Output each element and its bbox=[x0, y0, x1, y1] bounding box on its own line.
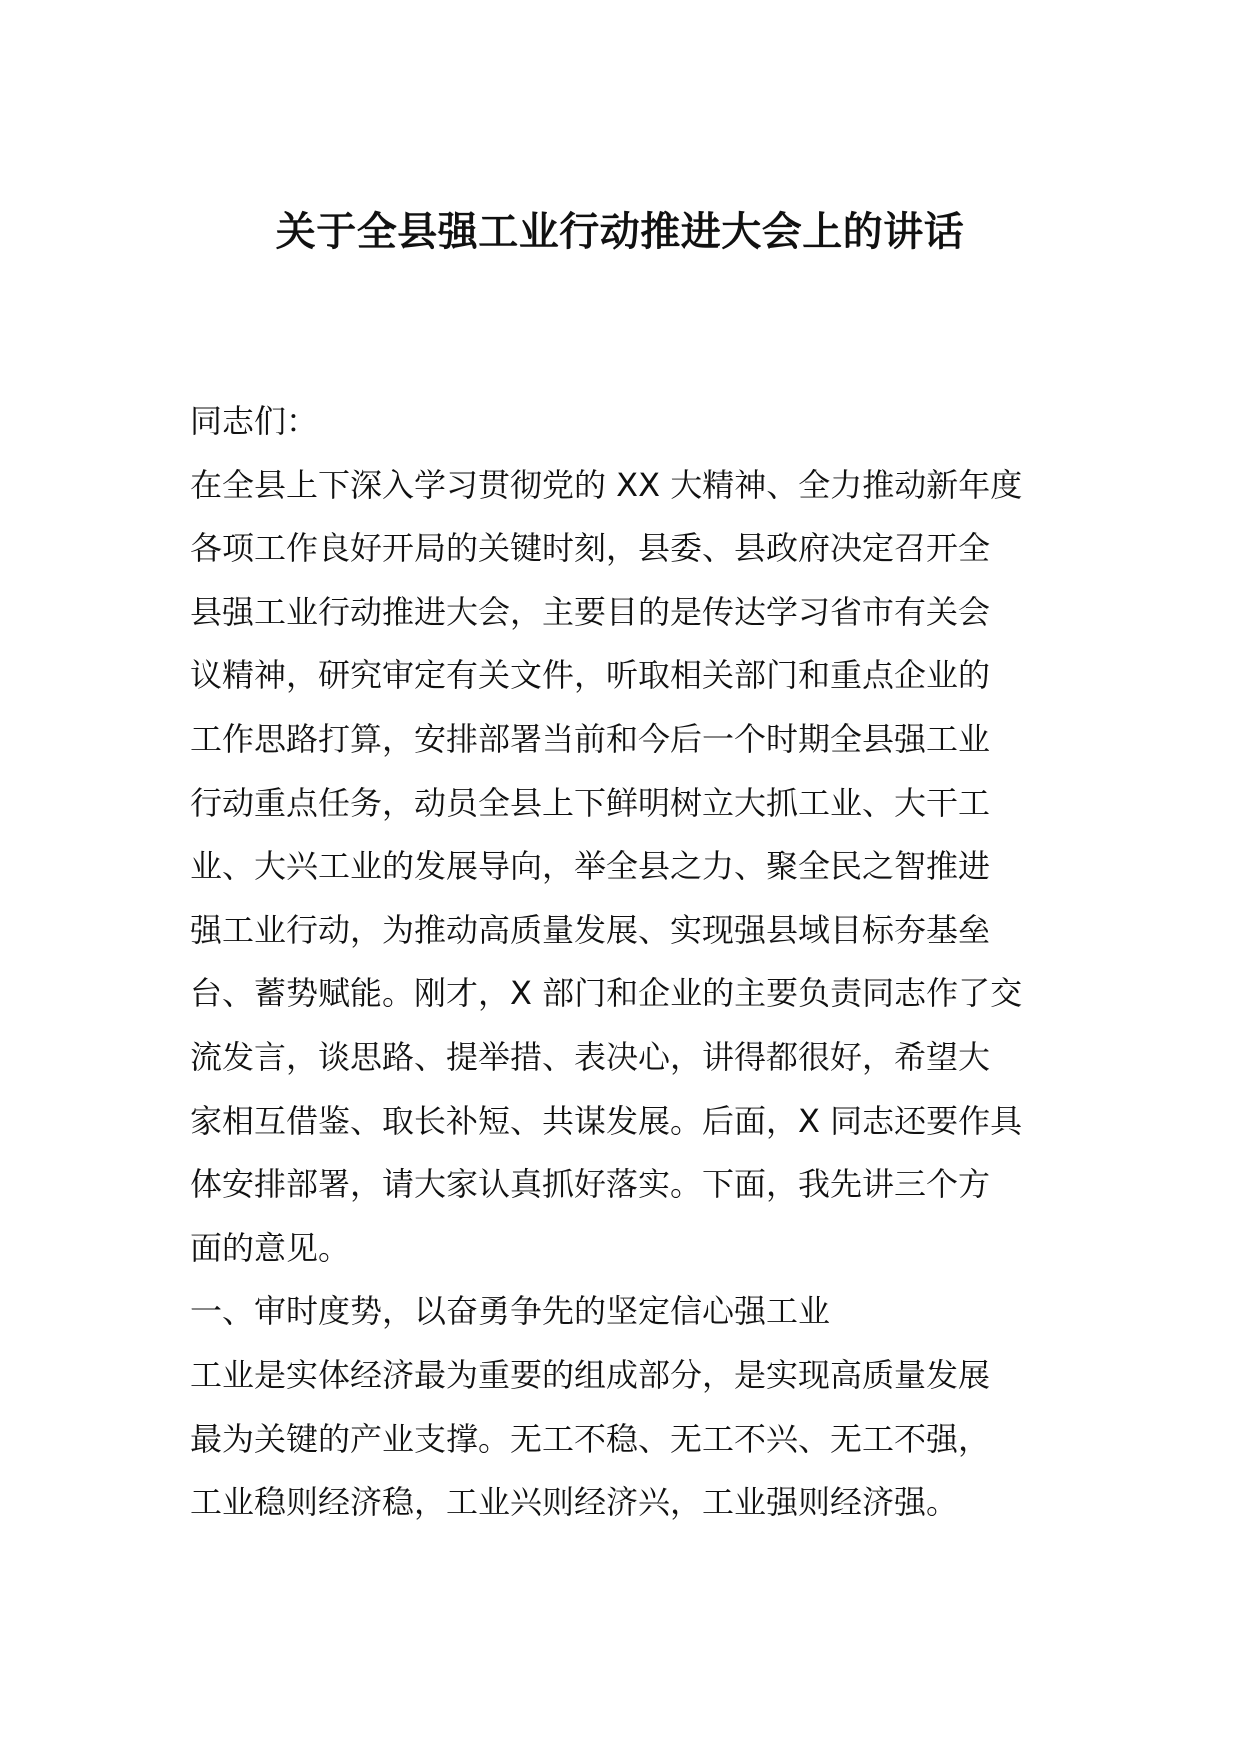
paragraph-line: 县强工业行动推进大会，主要目的是传达学习省市有关会 bbox=[190, 592, 991, 631]
paragraph-line: 在全县上下深入学习贯彻党的 XX 大精神、全力推动新年度 bbox=[190, 465, 1023, 504]
paragraph-line: 议精神，研究审定有关文件，听取相关部门和重点企业的 bbox=[190, 656, 991, 695]
paragraph-line: 各项工作良好开局的关键时刻，县委、县政府决定召开全 bbox=[190, 529, 991, 568]
paragraph-line: 体安排部署，请大家认真抓好落实。下面，我先讲三个方 bbox=[190, 1165, 991, 1204]
paragraph-line: 业、大兴工业的发展导向，举全县之力、聚全民之智推进 bbox=[190, 847, 991, 886]
paragraph-line: 面的意见。 bbox=[190, 1228, 351, 1267]
paragraph-line: 工业是实体经济最为重要的组成部分，是实现高质量发展 bbox=[190, 1355, 991, 1394]
paragraph-line: 工业稳则经济稳，工业兴则经济兴，工业强则经济强。 bbox=[190, 1483, 959, 1522]
section-heading-line: 一、审时度势，以奋勇争先的坚定信心强工业 bbox=[190, 1292, 831, 1331]
paragraph-line: 最为关键的产业支撑。无工不稳、无工不兴、无工不强， bbox=[190, 1419, 991, 1458]
paragraph-line: 行动重点任务，动员全县上下鲜明树立大抓工业、大干工 bbox=[190, 783, 991, 822]
document-body bbox=[190, 390, 1060, 1535]
paragraph-line: 强工业行动，为推动高质量发展、实现强县域目标夯基垒 bbox=[190, 910, 991, 949]
paragraph-line: 台、蓄势赋能。刚才，X 部门和企业的主要负责同志作了交 bbox=[190, 974, 1023, 1013]
paragraph-line: 流发言，谈思路、提举措、表决心，讲得都很好，希望大 bbox=[190, 1037, 991, 1076]
paragraph-line: 家相互借鉴、取长补短、共谋发展。后面，X 同志还要作具 bbox=[190, 1101, 1023, 1140]
paragraph-line: 工作思路打算，安排部署当前和今后一个时期全县强工业 bbox=[190, 719, 991, 758]
document-title: 关于全县强工业行动推进大会上的讲话 bbox=[275, 209, 965, 255]
salutation-line: 同志们： bbox=[190, 402, 319, 440]
